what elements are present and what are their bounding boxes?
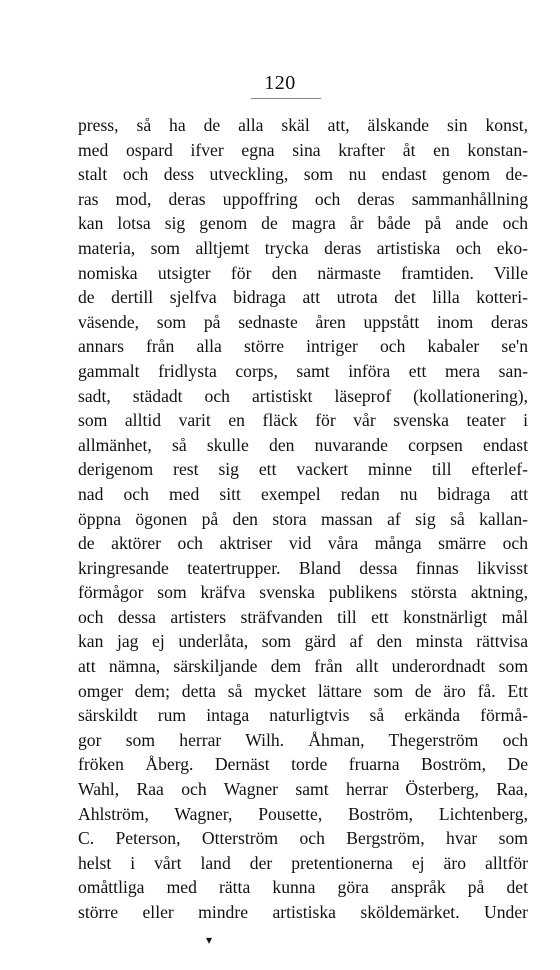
body-text xyxy=(78,113,528,925)
text-line: kan lotsa sig genom de magra år både på ande och xyxy=(78,213,528,234)
text-line: sadt, städadt och artistiskt läseprof (kollationering), xyxy=(78,385,528,406)
text-line: kan jag ej underlåta, som gärd af den minsta rättvisa xyxy=(78,631,528,652)
text-line: Ahlström, Wagner, Pousette, Boström, Lichtenberg, xyxy=(78,803,528,824)
text-line: gor som herrar Wilh. Åhman, Thegerström och xyxy=(78,729,528,750)
text-line: stalt och dess utveckling, som nu endast genom de- xyxy=(78,164,528,185)
text-line: särskildt rum intaga naturligtvis så erkända förmå- xyxy=(78,705,528,726)
text-line: C. Peterson, Otterström och Bergström, hvar som xyxy=(78,828,528,849)
text-line: kringresande teatertrupper. Bland dessa finnas likvisst xyxy=(78,557,528,578)
text-line: omger dem; detta så mycket lättare som de äro få. Ett xyxy=(78,680,528,701)
text-line: som alltid varit en fläck för vår svenska teater i xyxy=(78,410,528,431)
text-line: att nämna, särskiljande dem från allt underordnadt som xyxy=(78,656,528,677)
text-line: väsende, som på sednaste åren uppstått inom deras xyxy=(78,311,528,332)
text-line: omåttliga med rätta kunna göra anspråk på det xyxy=(78,877,528,898)
text-line: helst i vårt land der pretentionerna ej äro alltför xyxy=(78,852,528,873)
text-line: press, så ha de alla skäl att, älskande sin konst, xyxy=(78,115,528,135)
text-line: gammalt fridlysta corps, samt införa ett mera san- xyxy=(78,360,528,381)
text-line: större eller mindre artistiska sköldemärket. Under xyxy=(78,902,528,922)
text-line: nomiska utsigter för den närmaste framtiden. Ville xyxy=(78,262,528,283)
text-line: ras mod, deras uppoffring och deras sammanhållning xyxy=(78,188,528,209)
text-line: derigenom rest sig ett vackert minne till efterlef- xyxy=(78,459,528,480)
text-line: och dessa artisters sträfvanden till ett konstnärligt mål xyxy=(78,606,528,627)
text-line: Wahl, Raa och Wagner samt herrar Österberg, Raa, xyxy=(78,779,528,800)
text-line: fröken Åberg. Dernäst torde fruarna Boström, De xyxy=(78,754,528,775)
page-number: 120 xyxy=(264,72,296,94)
text-line: nad och med sitt exempel redan nu bidraga att xyxy=(78,483,528,504)
text-line: de aktörer och aktriser vid våra många smärre och xyxy=(78,533,528,554)
text-line: annars från alla större intriger och kabaler se'n xyxy=(78,336,528,357)
text-line: de dertill sjelfva bidraga att utrota det lilla kotteri- xyxy=(78,287,528,308)
text-line: allmänhet, så skulle den nuvarande corpsen endast xyxy=(78,434,528,455)
text-line: materia, som alltjemt trycka deras artistiska och eko- xyxy=(78,237,528,258)
page-number-rule xyxy=(251,98,321,99)
text-line: med ospard ifver egna sina krafter åt en konstan- xyxy=(78,139,528,160)
signature-mark: ▾ xyxy=(206,933,213,947)
text-line: förmågor som kräfva svenska publikens största aktning, xyxy=(78,582,528,603)
text-line: öppna ögonen på den stora massan af sig så kallan- xyxy=(78,508,528,529)
